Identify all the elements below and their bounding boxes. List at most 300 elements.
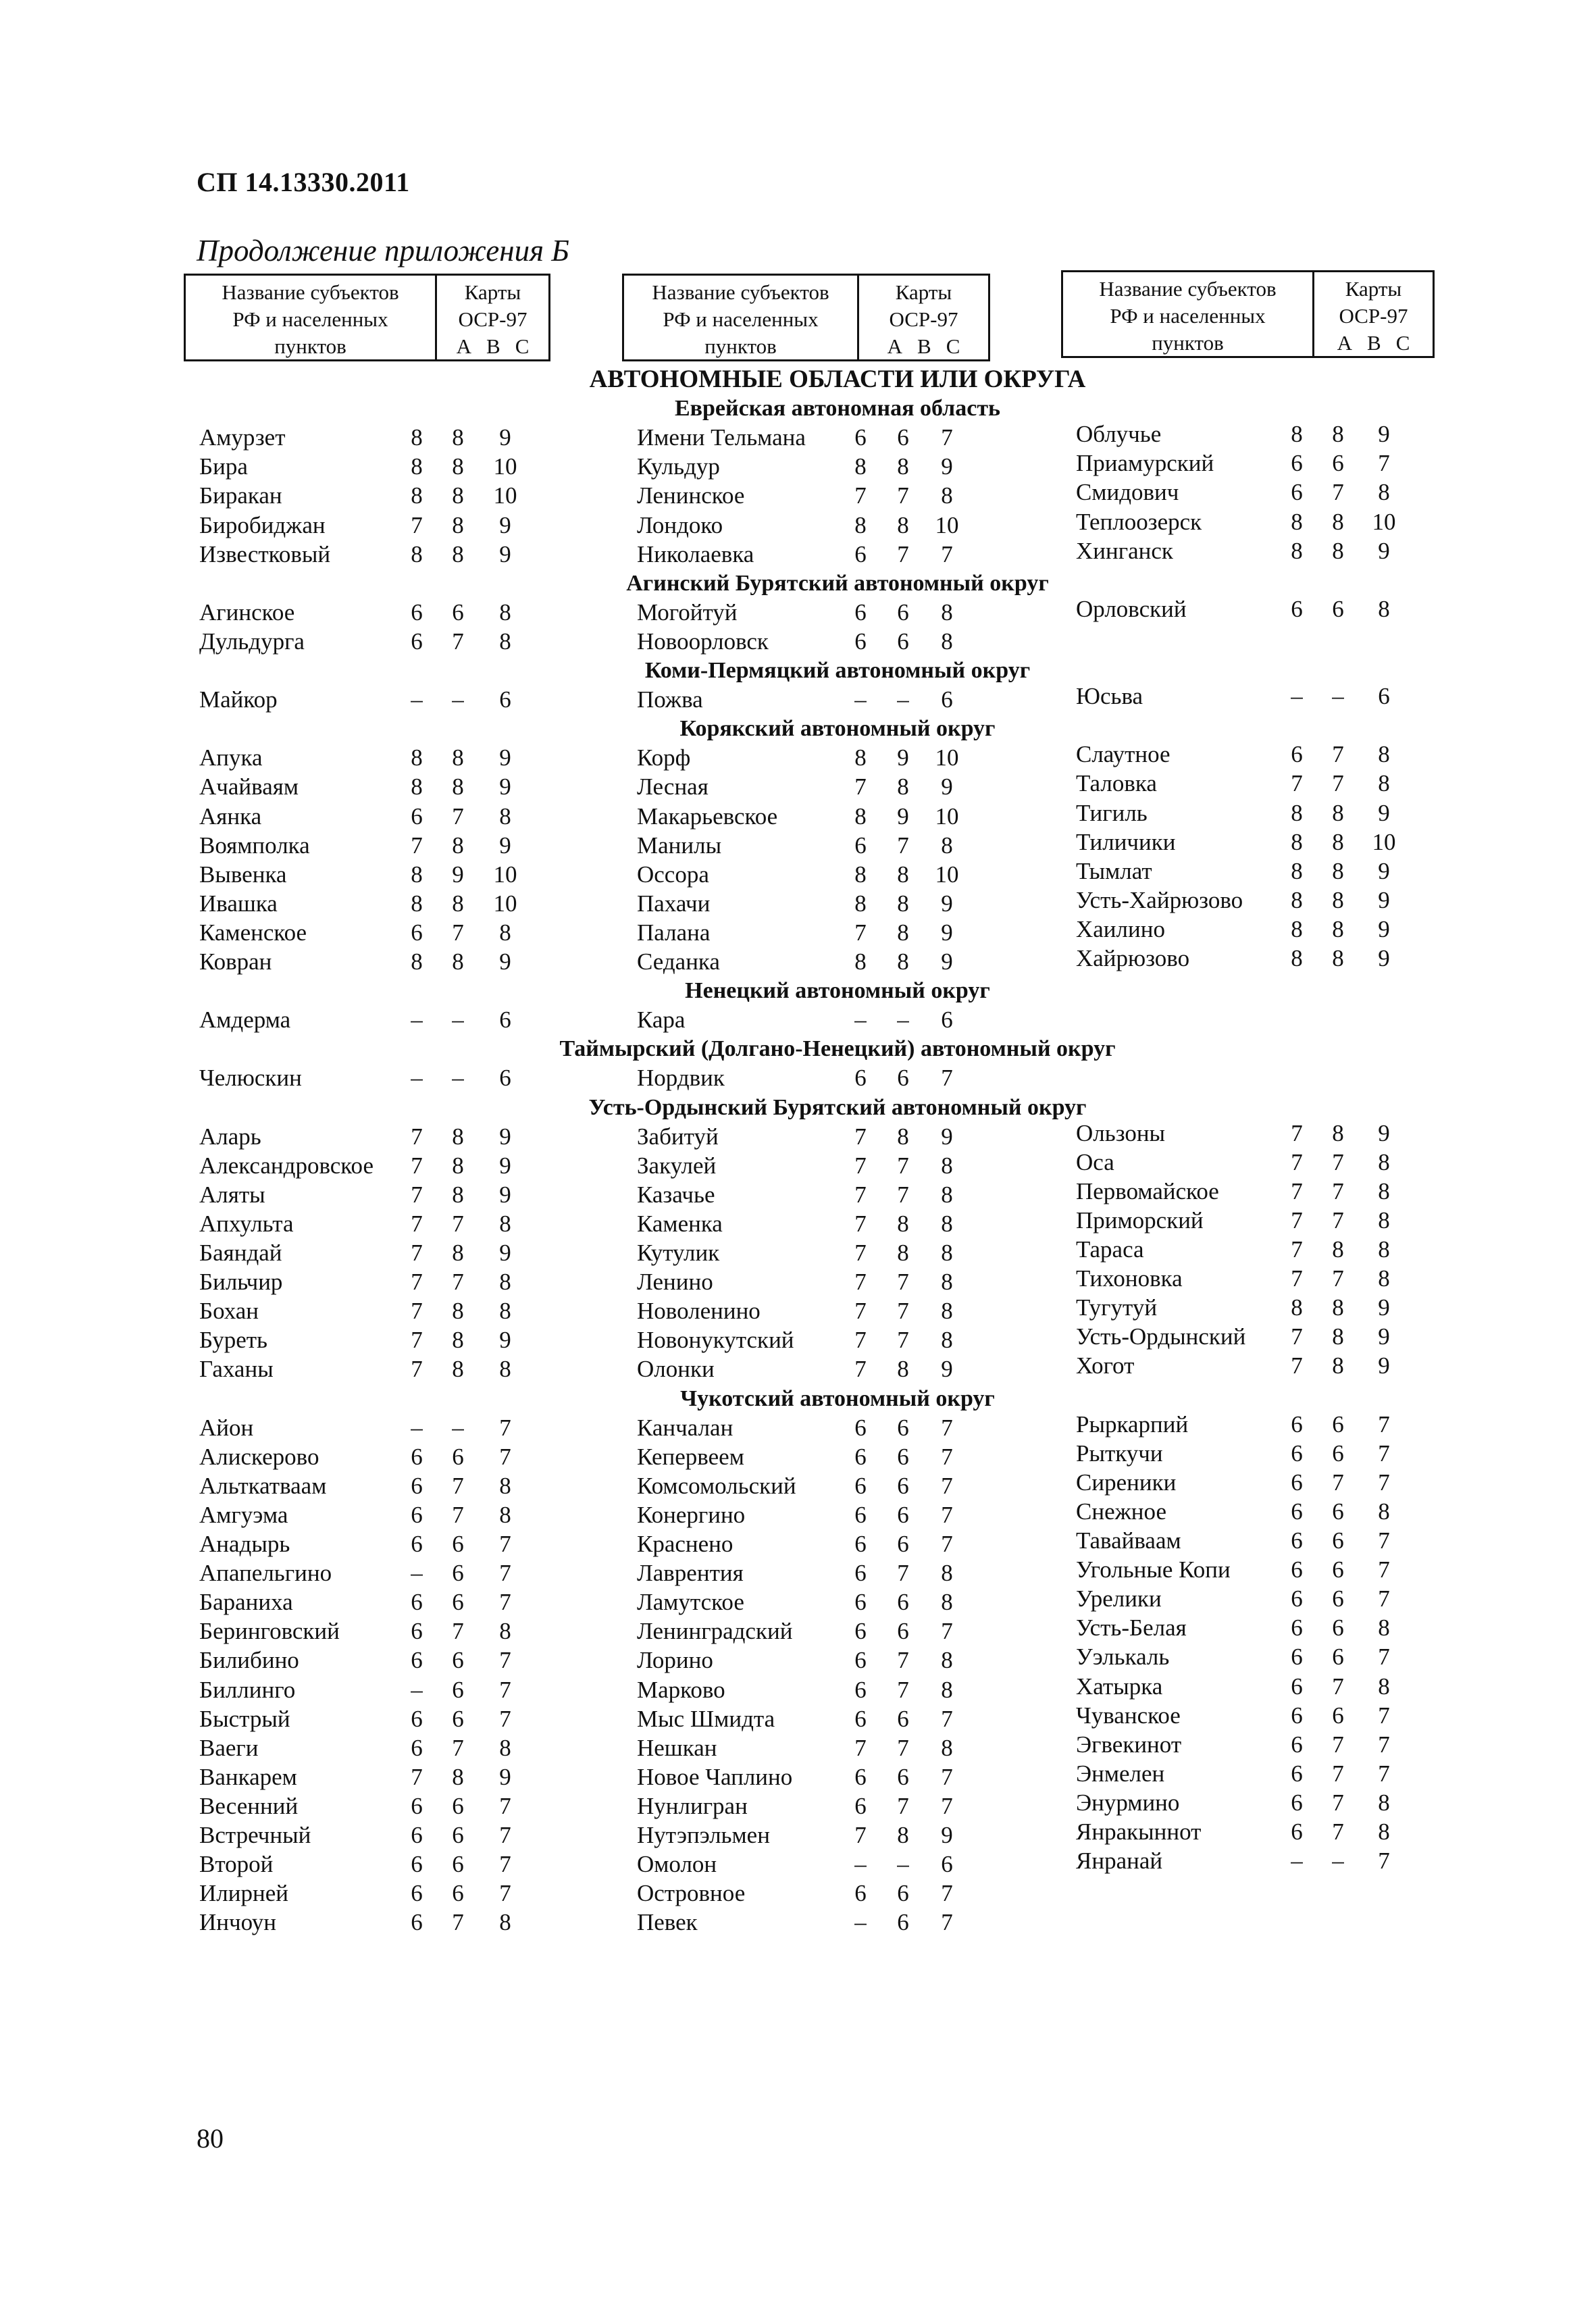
intensity-c: 9 bbox=[499, 948, 511, 975]
header-name-cell: Название субъектов РФ и населенных пунктов bbox=[1063, 272, 1314, 356]
settlement-name: Биробиджан bbox=[199, 511, 326, 538]
intensity-a: 7 bbox=[411, 832, 423, 859]
settlement-name: Нордвик bbox=[637, 1065, 725, 1092]
intensity-c: 6 bbox=[1378, 683, 1390, 710]
intensity-b: 6 bbox=[897, 424, 909, 451]
intensity-c: 8 bbox=[1378, 479, 1390, 506]
settlement-name: Инчоун bbox=[199, 1909, 277, 1936]
settlement-name: Новое Чаплино bbox=[637, 1763, 793, 1790]
intensity-a: 7 bbox=[411, 1181, 423, 1208]
intensity-a: 6 bbox=[411, 1589, 423, 1616]
intensity-c: 9 bbox=[499, 511, 511, 538]
intensity-c: 7 bbox=[941, 1763, 953, 1790]
intensity-a: – bbox=[854, 686, 867, 713]
intensity-a: 6 bbox=[854, 424, 867, 451]
intensity-b: 8 bbox=[1332, 857, 1344, 884]
intensity-c: 9 bbox=[1378, 857, 1390, 884]
intensity-a: 6 bbox=[411, 803, 423, 830]
intensity-c: 9 bbox=[1378, 915, 1390, 942]
intensity-c: 7 bbox=[499, 1822, 511, 1848]
intensity-a: 6 bbox=[854, 1065, 867, 1092]
intensity-a: 7 bbox=[1291, 1177, 1303, 1204]
intensity-b: 6 bbox=[897, 1705, 909, 1732]
settlement-name: Агинское bbox=[199, 599, 295, 626]
intensity-c: 8 bbox=[941, 482, 953, 509]
intensity-b: 6 bbox=[1332, 595, 1344, 622]
intensity-c: 9 bbox=[499, 773, 511, 800]
intensity-b: 6 bbox=[897, 1531, 909, 1557]
intensity-c: 8 bbox=[499, 628, 511, 655]
intensity-c: 7 bbox=[1378, 1410, 1390, 1438]
intensity-a: 6 bbox=[411, 628, 423, 655]
intensity-b: 8 bbox=[452, 453, 464, 480]
intensity-a: 6 bbox=[411, 1851, 423, 1878]
settlement-name: Тиличики bbox=[1076, 828, 1176, 855]
intensity-a: 8 bbox=[411, 540, 423, 567]
intensity-c: 9 bbox=[499, 1240, 511, 1266]
intensity-a: 7 bbox=[1291, 770, 1303, 797]
intensity-a: 8 bbox=[411, 744, 423, 771]
settlement-name: Пахачи bbox=[637, 890, 711, 917]
intensity-a: 7 bbox=[411, 1763, 423, 1790]
intensity-b: 7 bbox=[452, 1909, 464, 1936]
settlement-name: Оса bbox=[1076, 1148, 1114, 1175]
intensity-c: 9 bbox=[1378, 1294, 1390, 1321]
intensity-a: 7 bbox=[854, 1123, 867, 1150]
intensity-a: 8 bbox=[1291, 1294, 1303, 1321]
intensity-a: 6 bbox=[411, 1501, 423, 1528]
intensity-a: 8 bbox=[411, 424, 423, 451]
intensity-a: 6 bbox=[411, 1705, 423, 1732]
intensity-a: 7 bbox=[854, 919, 867, 946]
intensity-b: 8 bbox=[452, 1123, 464, 1150]
intensity-b: 6 bbox=[452, 1560, 464, 1587]
intensity-a: 7 bbox=[1291, 1206, 1303, 1234]
settlement-name: Приамурский bbox=[1076, 450, 1214, 477]
settlement-name: Усть-Белая bbox=[1076, 1615, 1187, 1642]
intensity-a: 6 bbox=[854, 1792, 867, 1819]
intensity-c: 9 bbox=[499, 1763, 511, 1790]
intensity-a: 6 bbox=[1291, 1673, 1303, 1700]
intensity-b: 8 bbox=[1332, 537, 1344, 564]
intensity-b: 7 bbox=[452, 919, 464, 946]
intensity-a: 6 bbox=[854, 628, 867, 655]
section-heading: Ненецкий автономный округ bbox=[685, 978, 990, 1004]
settlement-name: Тараса bbox=[1076, 1236, 1144, 1263]
intensity-a: 6 bbox=[854, 540, 867, 567]
intensity-c: 8 bbox=[499, 1298, 511, 1325]
intensity-c: 7 bbox=[941, 540, 953, 567]
intensity-c: 8 bbox=[499, 1618, 511, 1645]
intensity-c: 7 bbox=[941, 1705, 953, 1732]
intensity-b: 9 bbox=[452, 861, 464, 888]
intensity-a: 7 bbox=[854, 1327, 867, 1354]
settlement-name: Аянка bbox=[199, 803, 262, 830]
intensity-c: 8 bbox=[1378, 1206, 1390, 1234]
intensity-c: 8 bbox=[499, 1356, 511, 1383]
settlement-name: Каменское bbox=[199, 919, 307, 946]
intensity-c: 6 bbox=[941, 1007, 953, 1034]
intensity-b: 6 bbox=[1332, 1410, 1344, 1438]
intensity-a: 7 bbox=[411, 1152, 423, 1179]
intensity-b: 6 bbox=[1332, 1498, 1344, 1525]
settlement-name: Аларь bbox=[199, 1123, 261, 1150]
settlement-name: Гаханы bbox=[199, 1356, 274, 1383]
intensity-c: 8 bbox=[941, 832, 953, 859]
intensity-b: 7 bbox=[452, 1472, 464, 1499]
intensity-b: 8 bbox=[1332, 945, 1344, 971]
intensity-b: 6 bbox=[1332, 1615, 1344, 1642]
intensity-a: 6 bbox=[1291, 1440, 1303, 1467]
intensity-c: 6 bbox=[941, 686, 953, 713]
page-number: 80 bbox=[197, 2123, 224, 2154]
settlement-name: Вывенка bbox=[199, 861, 287, 888]
settlement-name: Оссора bbox=[637, 861, 709, 888]
intensity-a: 8 bbox=[1291, 886, 1303, 913]
intensity-a: 7 bbox=[1291, 1236, 1303, 1263]
intensity-c: 6 bbox=[941, 1851, 953, 1878]
intensity-c: 7 bbox=[1378, 1702, 1390, 1729]
settlement-name: Ленинградский bbox=[637, 1618, 793, 1645]
intensity-a: 8 bbox=[1291, 945, 1303, 971]
intensity-b: 8 bbox=[1332, 886, 1344, 913]
settlement-name: Янранай bbox=[1076, 1848, 1163, 1875]
intensity-c: 7 bbox=[499, 1676, 511, 1703]
settlement-name: Тымлат bbox=[1076, 857, 1152, 884]
settlement-name: Кульдур bbox=[637, 453, 720, 480]
settlement-name: Конергино bbox=[637, 1501, 746, 1528]
settlement-name: Беринговский bbox=[199, 1618, 340, 1645]
intensity-a: 7 bbox=[854, 1298, 867, 1325]
intensity-b: 8 bbox=[452, 1327, 464, 1354]
settlement-name: Майкор bbox=[199, 686, 278, 713]
settlement-name: Апапельгино bbox=[199, 1560, 332, 1587]
intensity-c: 8 bbox=[499, 1734, 511, 1761]
settlement-name: Уэлькаль bbox=[1076, 1644, 1170, 1671]
intensity-c: 8 bbox=[941, 1327, 953, 1354]
intensity-b: 7 bbox=[897, 1327, 909, 1354]
intensity-c: 7 bbox=[941, 1501, 953, 1528]
intensity-b: 6 bbox=[897, 599, 909, 626]
intensity-c: 10 bbox=[493, 890, 517, 917]
settlement-name: Бараниха bbox=[199, 1589, 293, 1616]
intensity-a: 6 bbox=[1291, 1819, 1303, 1845]
intensity-c: 8 bbox=[1378, 1498, 1390, 1525]
intensity-c: 8 bbox=[1378, 770, 1390, 797]
settlement-name: Кутулик bbox=[637, 1240, 720, 1266]
settlement-name: Ламутское bbox=[637, 1589, 744, 1616]
intensity-b: 7 bbox=[452, 1734, 464, 1761]
intensity-a: 6 bbox=[854, 1589, 867, 1616]
intensity-a: 6 bbox=[411, 1880, 423, 1907]
settlement-name: Ивашка bbox=[199, 890, 278, 917]
intensity-a: – bbox=[411, 686, 423, 713]
intensity-a: 7 bbox=[854, 482, 867, 509]
intensity-c: 8 bbox=[499, 919, 511, 946]
intensity-b: 6 bbox=[897, 1763, 909, 1790]
intensity-c: 9 bbox=[941, 1123, 953, 1150]
intensity-a: – bbox=[1291, 1848, 1303, 1875]
intensity-c: 8 bbox=[1378, 1148, 1390, 1175]
section-heading: Агинский Бурятский автономный округ bbox=[626, 570, 1049, 596]
intensity-b: – bbox=[1332, 1848, 1344, 1875]
intensity-b: 6 bbox=[452, 1880, 464, 1907]
settlement-name: Приморский bbox=[1076, 1206, 1204, 1234]
intensity-b: – bbox=[1332, 683, 1344, 710]
intensity-b: 6 bbox=[1332, 1644, 1344, 1671]
intensity-c: 8 bbox=[941, 1240, 953, 1266]
intensity-a: 7 bbox=[1291, 1148, 1303, 1175]
intensity-a: 7 bbox=[854, 1822, 867, 1848]
settlement-name: Орловский bbox=[1076, 595, 1187, 622]
settlement-name: Дульдурга bbox=[199, 628, 305, 655]
intensity-c: 7 bbox=[499, 1560, 511, 1587]
intensity-b: 8 bbox=[452, 424, 464, 451]
settlement-name: Апука bbox=[199, 744, 263, 771]
settlement-name: Воямполка bbox=[199, 832, 310, 859]
intensity-b: 8 bbox=[1332, 1323, 1344, 1350]
settlement-name: Новонукутский bbox=[637, 1327, 794, 1354]
settlement-name: Анадырь bbox=[199, 1531, 290, 1557]
intensity-a: 7 bbox=[411, 1123, 423, 1150]
intensity-c: 7 bbox=[941, 1065, 953, 1092]
intensity-b: 7 bbox=[897, 1792, 909, 1819]
intensity-b: 7 bbox=[1332, 741, 1344, 768]
intensity-a: 7 bbox=[411, 1327, 423, 1354]
intensity-a: – bbox=[411, 1065, 423, 1092]
intensity-c: 10 bbox=[1372, 828, 1396, 855]
intensity-b: 7 bbox=[452, 1501, 464, 1528]
intensity-b: 6 bbox=[897, 1909, 909, 1936]
intensity-b: 6 bbox=[452, 1792, 464, 1819]
intensity-a: 6 bbox=[411, 1647, 423, 1674]
intensity-a: – bbox=[1291, 683, 1303, 710]
settlement-name: Ковран bbox=[199, 948, 272, 975]
intensity-c: 9 bbox=[941, 890, 953, 917]
settlement-name: Ленинское bbox=[637, 482, 745, 509]
section-heading: Чукотский автономный округ bbox=[680, 1386, 995, 1411]
settlement-name: Теплоозерск bbox=[1076, 508, 1202, 535]
intensity-b: 9 bbox=[897, 803, 909, 830]
intensity-c: 8 bbox=[941, 1589, 953, 1616]
intensity-c: 7 bbox=[499, 1414, 511, 1441]
intensity-a: 6 bbox=[854, 1414, 867, 1441]
settlement-name: Седанка bbox=[637, 948, 720, 975]
settlement-name: Новоленино bbox=[637, 1298, 761, 1325]
intensity-b: 6 bbox=[897, 1065, 909, 1092]
intensity-b: 7 bbox=[897, 1560, 909, 1587]
intensity-a: 6 bbox=[854, 832, 867, 859]
settlement-name: Весенний bbox=[199, 1792, 299, 1819]
settlement-name: Биракан bbox=[199, 482, 282, 509]
intensity-b: 7 bbox=[897, 1269, 909, 1296]
intensity-a: 8 bbox=[1291, 537, 1303, 564]
intensity-a: 8 bbox=[854, 948, 867, 975]
settlement-name: Встречный bbox=[199, 1822, 311, 1848]
intensity-c: 7 bbox=[1378, 1527, 1390, 1554]
intensity-b: 8 bbox=[897, 1822, 909, 1848]
intensity-a: 8 bbox=[1291, 857, 1303, 884]
intensity-a: 8 bbox=[1291, 799, 1303, 826]
intensity-b: 6 bbox=[897, 1618, 909, 1645]
intensity-a: 6 bbox=[411, 1734, 423, 1761]
intensity-a: 7 bbox=[1291, 1323, 1303, 1350]
settlement-name: Краснено bbox=[637, 1531, 733, 1557]
intensity-b: 6 bbox=[1332, 1556, 1344, 1583]
settlement-name: Эгвекинот bbox=[1076, 1731, 1182, 1758]
intensity-b: 7 bbox=[897, 1152, 909, 1179]
settlement-name: Закулей bbox=[637, 1152, 717, 1179]
settlement-name: Имени Тельмана bbox=[637, 424, 806, 451]
settlement-name: Быстрый bbox=[199, 1705, 290, 1732]
intensity-b: 6 bbox=[1332, 1585, 1344, 1612]
intensity-c: 8 bbox=[941, 1152, 953, 1179]
intensity-a: 7 bbox=[854, 773, 867, 800]
intensity-a: 8 bbox=[1291, 421, 1303, 448]
settlement-name: Лондоко bbox=[637, 511, 723, 538]
intensity-c: 9 bbox=[1378, 945, 1390, 971]
intensity-a: 8 bbox=[411, 861, 423, 888]
settlement-name: Энмелен bbox=[1076, 1760, 1165, 1787]
header-name-cell: Название субъектов РФ и населенных пунктов bbox=[624, 276, 859, 359]
intensity-b: 8 bbox=[452, 744, 464, 771]
intensity-c: 8 bbox=[941, 1210, 953, 1237]
intensity-b: – bbox=[897, 1007, 909, 1034]
settlement-name: Комсомольский bbox=[637, 1472, 796, 1499]
intensity-c: 9 bbox=[499, 744, 511, 771]
settlement-name: Хогот bbox=[1076, 1352, 1135, 1379]
intensity-c: 8 bbox=[941, 1734, 953, 1761]
intensity-a: – bbox=[854, 1851, 867, 1878]
intensity-a: 7 bbox=[411, 1298, 423, 1325]
intensity-c: 8 bbox=[1378, 595, 1390, 622]
intensity-a: 8 bbox=[854, 803, 867, 830]
intensity-b: 7 bbox=[1332, 1731, 1344, 1758]
settlement-name: Снежное bbox=[1076, 1498, 1166, 1525]
intensity-b: 8 bbox=[452, 1298, 464, 1325]
settlement-name: Баяндай bbox=[199, 1240, 282, 1266]
settlement-name: Бира bbox=[199, 453, 248, 480]
intensity-b: 8 bbox=[1332, 1236, 1344, 1263]
intensity-c: 9 bbox=[941, 1822, 953, 1848]
intensity-a: 7 bbox=[854, 1240, 867, 1266]
intensity-c: 8 bbox=[499, 1501, 511, 1528]
settlement-name: Бохан bbox=[199, 1298, 259, 1325]
intensity-a: 6 bbox=[1291, 479, 1303, 506]
intensity-c: 7 bbox=[941, 1531, 953, 1557]
intensity-c: 8 bbox=[1378, 1177, 1390, 1204]
section-heading: Еврейская автономная область bbox=[674, 396, 1001, 422]
intensity-b: 8 bbox=[452, 948, 464, 975]
intensity-a: – bbox=[854, 1007, 867, 1034]
intensity-a: 7 bbox=[411, 511, 423, 538]
intensity-a: 7 bbox=[411, 1269, 423, 1296]
intensity-a: 6 bbox=[1291, 595, 1303, 622]
intensity-c: 9 bbox=[499, 1123, 511, 1150]
intensity-b: 8 bbox=[1332, 1294, 1344, 1321]
intensity-c: 8 bbox=[499, 803, 511, 830]
intensity-c: 9 bbox=[941, 919, 953, 946]
intensity-a: 8 bbox=[854, 744, 867, 771]
settlement-name: Певек bbox=[637, 1909, 698, 1936]
settlement-name: Амурзет bbox=[199, 424, 286, 451]
intensity-a: 7 bbox=[854, 1210, 867, 1237]
intensity-b: 7 bbox=[452, 628, 464, 655]
intensity-c: 7 bbox=[1378, 1585, 1390, 1612]
intensity-b: 7 bbox=[897, 1647, 909, 1674]
intensity-a: 6 bbox=[411, 599, 423, 626]
settlement-name: Макарьевское bbox=[637, 803, 778, 830]
intensity-b: 6 bbox=[452, 1531, 464, 1557]
settlement-name: Палана bbox=[637, 919, 711, 946]
intensity-c: 7 bbox=[1378, 1440, 1390, 1467]
intensity-a: 7 bbox=[411, 1210, 423, 1237]
intensity-c: 10 bbox=[935, 744, 959, 771]
intensity-a: 6 bbox=[1291, 1498, 1303, 1525]
intensity-c: 7 bbox=[941, 1618, 953, 1645]
intensity-b: 8 bbox=[452, 832, 464, 859]
intensity-c: 7 bbox=[941, 1443, 953, 1470]
settlement-name: Островное bbox=[637, 1880, 746, 1907]
settlement-name: Илирней bbox=[199, 1880, 288, 1907]
intensity-b: 8 bbox=[897, 453, 909, 480]
intensity-c: 8 bbox=[941, 1269, 953, 1296]
settlement-name: Урелики bbox=[1076, 1585, 1162, 1612]
header-maps-cell: Карты ОСР-97 А В С bbox=[1337, 277, 1410, 355]
intensity-b: 8 bbox=[452, 1181, 464, 1208]
intensity-a: 6 bbox=[1291, 1644, 1303, 1671]
intensity-a: 7 bbox=[411, 1240, 423, 1266]
settlement-name: Ванкарем bbox=[199, 1763, 297, 1790]
intensity-a: 6 bbox=[411, 1909, 423, 1936]
intensity-b: 8 bbox=[452, 1240, 464, 1266]
intensity-a: 6 bbox=[1291, 1410, 1303, 1438]
intensity-c: 7 bbox=[499, 1851, 511, 1878]
intensity-c: 8 bbox=[499, 1909, 511, 1936]
settlement-name: Николаевка bbox=[637, 540, 754, 567]
intensity-c: 10 bbox=[935, 803, 959, 830]
settlement-name: Лесная bbox=[637, 773, 709, 800]
intensity-c: 9 bbox=[1378, 421, 1390, 448]
intensity-a: 6 bbox=[1291, 741, 1303, 768]
intensity-a: 6 bbox=[1291, 1702, 1303, 1729]
settlement-name: Ользоны bbox=[1076, 1119, 1166, 1146]
intensity-c: 9 bbox=[941, 453, 953, 480]
intensity-c: 9 bbox=[1378, 886, 1390, 913]
intensity-a: – bbox=[411, 1560, 423, 1587]
settlement-name: Альткатваам bbox=[199, 1472, 327, 1499]
settlement-name: Манилы bbox=[637, 832, 722, 859]
settlement-name: Корф bbox=[637, 744, 691, 771]
intensity-a: 6 bbox=[411, 1618, 423, 1645]
intensity-a: 8 bbox=[1291, 915, 1303, 942]
intensity-b: 8 bbox=[897, 1210, 909, 1237]
settlement-name: Буреть bbox=[199, 1327, 268, 1354]
intensity-c: 7 bbox=[1378, 450, 1390, 477]
intensity-c: 9 bbox=[1378, 1323, 1390, 1350]
intensity-b: 8 bbox=[1332, 421, 1344, 448]
intensity-c: 6 bbox=[499, 1065, 511, 1092]
settlement-name: Хаилино bbox=[1076, 915, 1165, 942]
settlement-name: Смидович bbox=[1076, 479, 1179, 506]
settlement-name: Кепервеем bbox=[637, 1443, 744, 1470]
intensity-b: 6 bbox=[897, 1414, 909, 1441]
intensity-b: 7 bbox=[1332, 1148, 1344, 1175]
section-heading: Усть-Ордынский Бурятский автономный округ bbox=[588, 1094, 1087, 1120]
intensity-b: 7 bbox=[1332, 1206, 1344, 1234]
intensity-b: 6 bbox=[1332, 450, 1344, 477]
section-heading: Корякский автономный округ bbox=[679, 716, 996, 742]
